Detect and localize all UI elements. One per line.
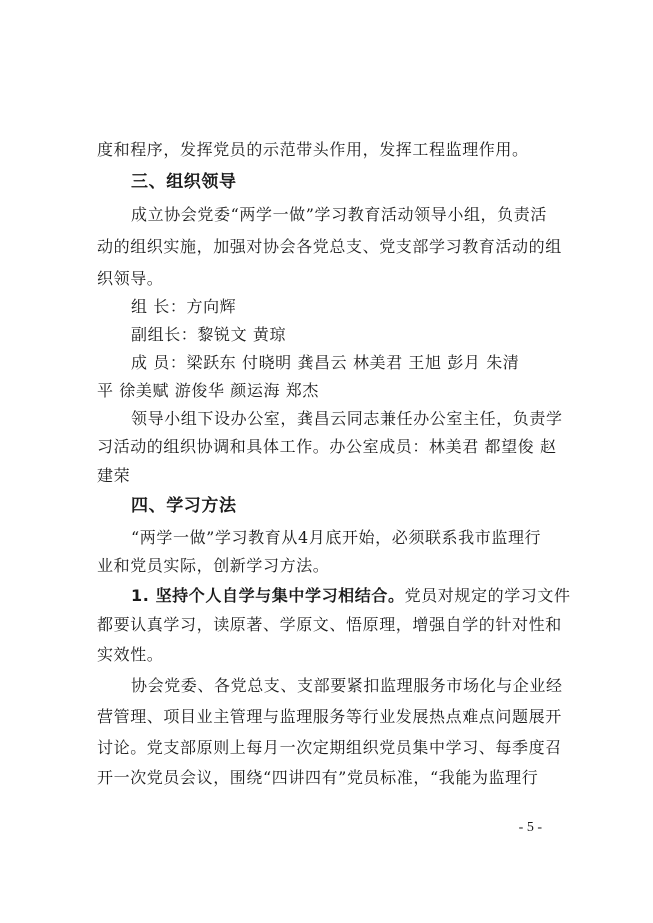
paragraph-line: 动的组织实施，加强对协会各党总支、党支部学习教育活动的组	[97, 237, 562, 256]
paragraph-line: 度和程序，发挥党员的示范带头作用，发挥工程监理作用。	[97, 140, 529, 159]
subheading-bold: 1. 坚持个人自学与集中学习相结合。	[131, 586, 405, 605]
paragraph-line	[131, 584, 571, 608]
paragraph-line: 业和党员实际，创新学习方法。	[97, 556, 330, 575]
paragraph-line: 协会党委、各党总支、支部要紧扣监理服务市场化与企业经	[131, 676, 563, 695]
paragraph-line: 营管理、项目业主管理与监理服务等行业发展热点难点问题展开	[97, 707, 562, 726]
section-heading: 四、学习方法	[131, 496, 237, 516]
group-leader-line: 组 长：方向辉	[131, 297, 237, 316]
paragraph-line: 讨论。党支部原则上每月一次定期组织党员集中学习、每季度召	[97, 738, 562, 757]
members-line-continued: 平 徐美赋 游俊华 颜运海 郑杰	[97, 381, 319, 400]
paragraph-line: 领导小组下设办公室，龚昌云同志兼任办公室主任，负责学	[131, 409, 563, 428]
page-number: - 5 -	[518, 820, 542, 835]
paragraph-line: “两学一做”学习教育从4月底开始，必须联系我市监理行	[131, 528, 542, 547]
paragraph-line: 织领导。	[97, 269, 164, 288]
paragraph-line: 都要认真学习，读原著、学原文、悟原理，增强自学的针对性和	[97, 615, 562, 634]
members-line: 成 员：梁跃东 付晓明 龚昌云 林美君 王旭 彭月 朱清	[131, 353, 520, 372]
deputy-leader-line: 副组长：黎锐文 黄琼	[131, 325, 287, 344]
paragraph-line: 实效性。	[97, 645, 164, 664]
paragraph-line: 建荣	[97, 466, 131, 485]
section-heading: 三、组织领导	[131, 172, 237, 192]
paragraph-line: 成立协会党委“两学一做”学习教育活动领导小组，负责活	[131, 205, 547, 224]
paragraph-line: 开一次党员会议，围绕“四讲四有”党员标准，“我能为监理行	[97, 768, 539, 787]
paragraph-line: 习活动的组织协调和具体工作。办公室成员：林美君 都望俊 赵	[97, 437, 557, 456]
paragraph-text: 党员对规定的学习文件	[404, 586, 571, 605]
